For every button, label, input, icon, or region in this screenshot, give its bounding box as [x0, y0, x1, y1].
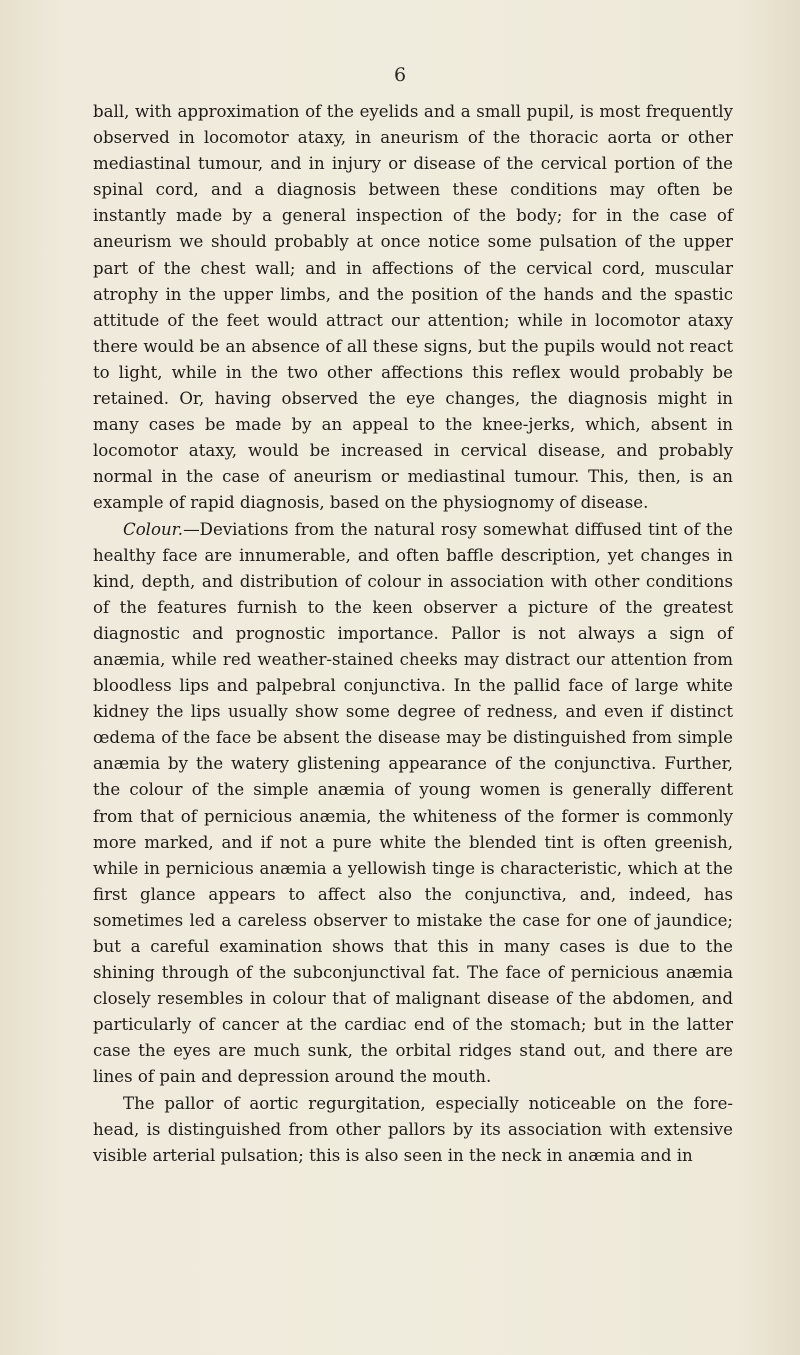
body-text: [93, 99, 733, 1169]
paragraph-continuation: [93, 99, 733, 517]
paragraph-text: The pallor of aortic regurgitation, especially noticeable on the fore-head, is distinguished from other pallors by its association with extensive visible arterial pulsation; this is also seen in the neck in anæmia and in: [93, 1093, 733, 1165]
paragraph-colour: [93, 517, 733, 1091]
page-number: 6: [393, 64, 407, 86]
paragraph-aortic-pallor: [93, 1091, 733, 1169]
paragraph-text: —Deviations from the natural rosy somewhat diffused tint of the healthy face are innumerable, and often baffle description, yet changes in kind, depth, and distribution of colour in association with other conditions of the features furnish to the keen observer a picture of the greatest diagnostic and prognostic importance. Pallor is not always a sign of anæmia, while red weather-stained cheeks may distract our attention from bloodless lips and palpebral conjunctiva. In the pallid face of large white kidney the lips usually show some degree of redness, and even if distinct œdema of the face be absent the disease may be distinguished from simple anæmia by the watery glistening appearance of the conjunctiva. Further, the colour of the simple anæmia of young women is generally different from that of pernicious anæmia, the whiteness of the former is commonly more marked, and if not a pure white the blended tint is often greenish, while in pernicious anæmia a yellowish tinge is characteristic, which at the first glance appears to affect also the conjunctiva, and, indeed, has sometimes led a careless observer to mistake the case for one of jaundice; but a careful examination shows that this in many cases is due to the shining through of the subconjunctival fat. The face of pernicious anæmia closely resembles in colour that of malignant disease of the abdomen, and particularly of cancer at the cardiac end of the stomach; but in the latter case the eyes are much sunk, the orbital ridges stand out, and there are lines of pain and depression around the mouth.: [93, 519, 733, 1087]
section-heading-colour: Colour.: [123, 519, 184, 539]
paragraph-text: ball, with approximation of the eyelids and a small pupil, is most frequently observed in locomotor ataxy, in aneurism of the thoracic aorta or other mediastinal tumour, and in injury or disease of the cervical portion of the spinal cord, and a diagnosis between these conditions may often be instantly made by a general inspection of the body; for in the case of aneurism we should probably at once notice some pulsation of the upper part of the chest wall; and in affections of the cervical cord, muscular atrophy in the upper limbs, and the position of the hands and the spastic attitude of the feet would attract our attention; while in locomotor ataxy there would be an absence of all these signs, but the pupils would not react to light, while in the two other affections this reflex would probably be retained. Or, having observed the eye changes, the diagnosis might in many cases be made by an appeal to the knee-jerks, which, absent in locomotor ataxy, would be increased in cervical disease, and probably normal in the case of aneurism or mediastinal tumour. This, then, is an example of rapid diagnosis, based on the physiognomy of disease.: [93, 102, 733, 513]
